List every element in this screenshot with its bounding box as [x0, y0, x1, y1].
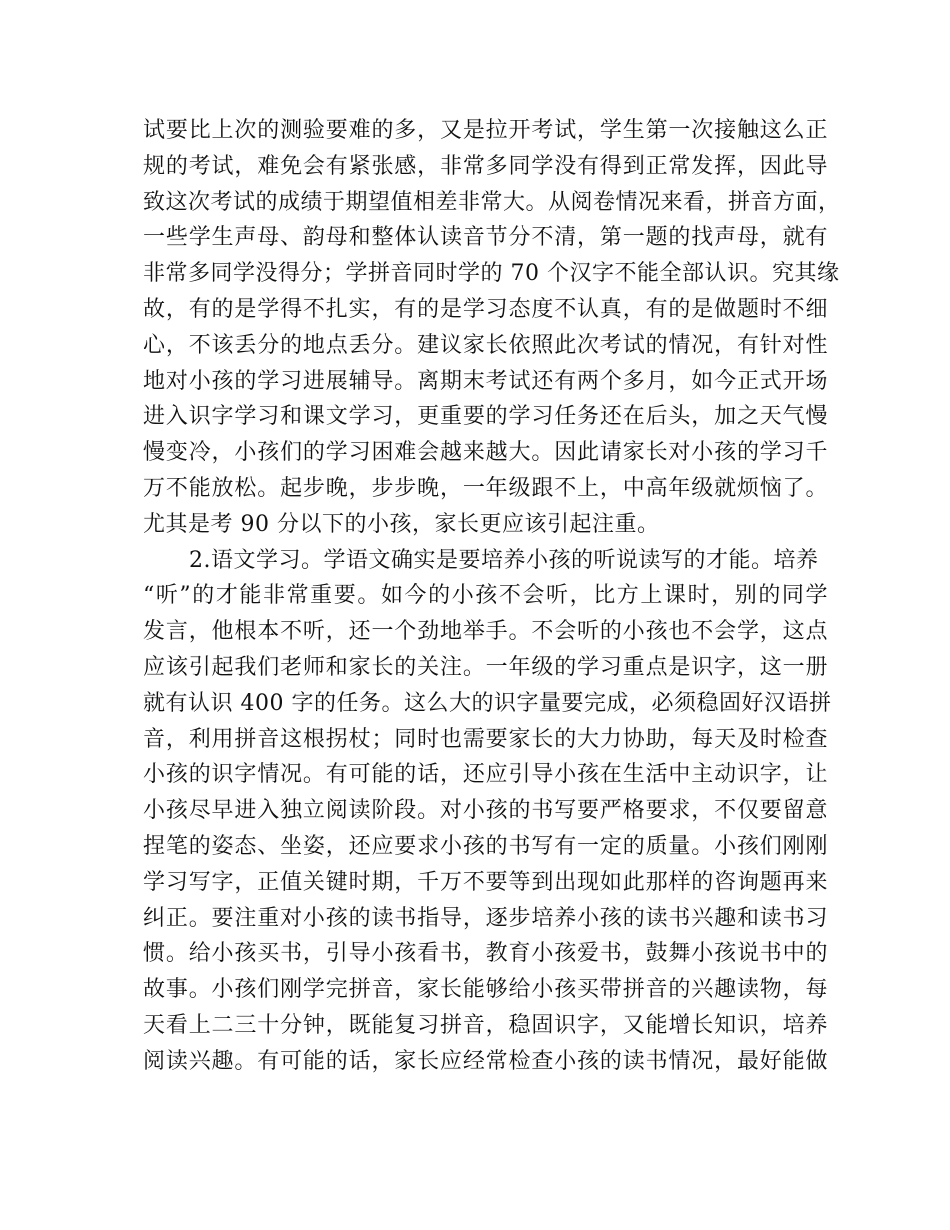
text-line: 音，利用拼音这根拐杖；同时也需要家长的大力协助，每天及时检查 — [143, 726, 828, 752]
text-line-last: 尤其是考 90 分以下的小孩，家长更应该引起注重。 — [143, 511, 660, 537]
text-line: 应该引起我们老师和家长的关注。一年级的学习重点是识字，这一册 — [143, 654, 828, 680]
text-line: 地对小孩的学习进展辅导。离期末考试还有两个多月，如今正式开场 — [143, 368, 828, 394]
text-line-first: 2.语文学习。学语文确实是要培养小孩的听说读写的才能。培养 — [189, 547, 819, 573]
text-line: 小孩的识字情况。有可能的话，还应引导小孩在生活中主动识字，让 — [143, 762, 828, 788]
text-line: 天看上二三十分钟，既能复习拼音，稳固识字，又能增长知识，培养 — [143, 1012, 828, 1038]
text-line: 纠正。要注重对小孩的读书指导，逐步培养小孩的读书兴趣和读书习 — [143, 905, 828, 931]
text-line: 故事。小孩们刚学完拼音，家长能够给小孩买带拼音的兴趣读物，每 — [143, 977, 828, 1003]
text-line: 心，不该丢分的地点丢分。建议家长依照此次考试的情况，有针对性 — [143, 332, 828, 358]
text-line: 学习写字，正值关键时期，千万不要等到出现如此那样的咨询题再来 — [143, 869, 828, 895]
text-line: 故，有的是学得不扎实，有的是学习态度不认真，有的是做题时不细 — [143, 296, 828, 322]
text-line: “听”的才能非常重要。如今的小孩不会听，比方上课时，别的同学 — [143, 583, 828, 609]
text-line: 一些学生声母、韵母和整体认读音节分不清，第一题的找声母，就有 — [143, 225, 828, 251]
text-line: 非常多同学没得分；学拼音同时学的 70 个汉字不能全部认识。究其缘 — [143, 261, 840, 287]
text-line: 小孩尽早进入独立阅读阶段。对小孩的书写要严格要求，不仅要留意 — [143, 798, 828, 824]
text-line: 就有认识 400 字的任务。这么大的识字量要完成，必须稳固好汉语拼 — [143, 690, 832, 716]
text-line: 进入识字学习和课文学习，更重要的学习任务还在后头，加之天气慢 — [143, 404, 828, 430]
text-line: 万不能放松。起步晚，步步晚，一年级跟不上，中高年级就烦恼了。 — [143, 475, 828, 501]
text-line: 捏笔的姿态、坐姿，还应要求小孩的书写有一定的质量。小孩们刚刚 — [143, 833, 828, 859]
paragraph-2 — [143, 543, 832, 1080]
text-line: 致这次考试的成绩于期望值相差非常大。从阅卷情况来看，拼音方面， — [143, 189, 841, 215]
document-body — [143, 113, 841, 1080]
text-line: 发言，他根本不听，还一个劲地举手。不会听的小孩也不会学，这点 — [143, 619, 828, 645]
text-line: 阅读兴趣。有可能的话，家长应经常检查小孩的读书情况，最好能做 — [143, 1048, 828, 1074]
paragraph-1 — [143, 113, 841, 543]
text-line: 慢变冷，小孩们的学习困难会越来越大。因此请家长对小孩的学习千 — [143, 440, 828, 466]
text-line: 试要比上次的测验要难的多，又是拉开考试，学生第一次接触这么正 — [143, 118, 828, 143]
text-line: 惯。给小孩买书，引导小孩看书，教育小孩爱书，鼓舞小孩说书中的 — [143, 941, 828, 967]
text-line: 规的考试，难免会有紧张感，非常多同学没有得到正常发挥，因此导 — [143, 153, 828, 179]
